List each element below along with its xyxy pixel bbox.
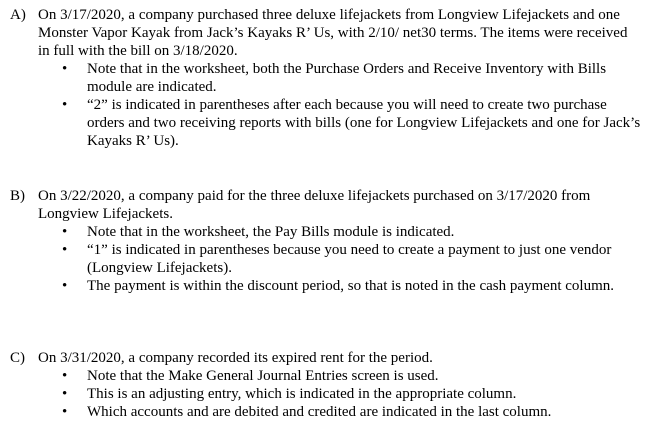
item-a-bullet-2 (0, 96, 642, 150)
item-a-bullet-1-text: Note that in the worksheet, both the Purchase Orders and Receive Inventory with Bills module are indicated. (87, 61, 607, 95)
bullet-icon: • (62, 242, 68, 258)
item-b-bullet-list (0, 223, 654, 295)
bullet-icon: • (62, 386, 68, 402)
bullet-icon: • (62, 368, 68, 384)
item-a-letter: A) (10, 7, 26, 23)
item-c-letter: C) (10, 350, 25, 366)
bullet-icon: • (62, 278, 68, 294)
item-c-bullet-3 (0, 403, 642, 421)
item-a-bullet-2-text: “2” is indicated in parentheses after each because you will need to create two purchase orders and two receiving reports with bills (one for Longview Lifejackets and one for Jack’s Kayaks R’ Us). (87, 97, 641, 149)
item-b-bullet-2-text: “1” is indicated in parentheses because you need to create a payment to just one vendor (Longview Lifejackets). (87, 242, 612, 276)
item-a-text: On 3/17/2020, a company purchased three deluxe lifejackets from Longview Lifejackets and one Monster Vapor Kayak from Jack’s Kayaks R’ Us, with 2/10/ net30 terms. The items were received in full with the bill on 3/18/2020. (38, 7, 628, 59)
item-c-bullet-1-text: Note that the Make General Journal Entries screen is used. (87, 368, 439, 384)
item-b-bullet-1-text: Note that in the worksheet, the Pay Bills module is indicated. (87, 224, 455, 240)
item-b (0, 187, 654, 295)
bullet-icon: • (62, 404, 68, 420)
item-c (0, 349, 654, 421)
item-a (0, 6, 654, 150)
item-b-bullet-1 (0, 223, 642, 241)
item-a-bullet-1 (0, 60, 642, 96)
item-c-bullet-3-text: Which accounts and are debited and credited are indicated in the last column. (87, 404, 552, 420)
item-b-text: On 3/22/2020, a company paid for the three deluxe lifejackets purchased on 3/17/2020 from Longview Lifejackets. (38, 188, 591, 222)
item-c-bullet-list (0, 367, 654, 421)
item-a-bullet-list (0, 60, 654, 150)
bullet-icon: • (62, 97, 68, 113)
item-c-text: On 3/31/2020, a company recorded its expired rent for the period. (38, 350, 433, 366)
item-b-letter: B) (10, 188, 25, 204)
item-c-bullet-2-text: This is an adjusting entry, which is indicated in the appropriate column. (87, 386, 517, 402)
bullet-icon: • (62, 61, 68, 77)
item-c-paragraph (0, 349, 638, 367)
item-b-bullet-3 (0, 277, 642, 295)
bullet-icon: • (62, 224, 68, 240)
item-b-bullet-2 (0, 241, 642, 277)
item-b-bullet-3-text: The payment is within the discount period, so that is noted in the cash payment column. (87, 278, 614, 294)
item-c-bullet-2 (0, 385, 642, 403)
item-a-paragraph (0, 6, 638, 60)
item-b-paragraph (0, 187, 638, 223)
item-c-bullet-1 (0, 367, 642, 385)
